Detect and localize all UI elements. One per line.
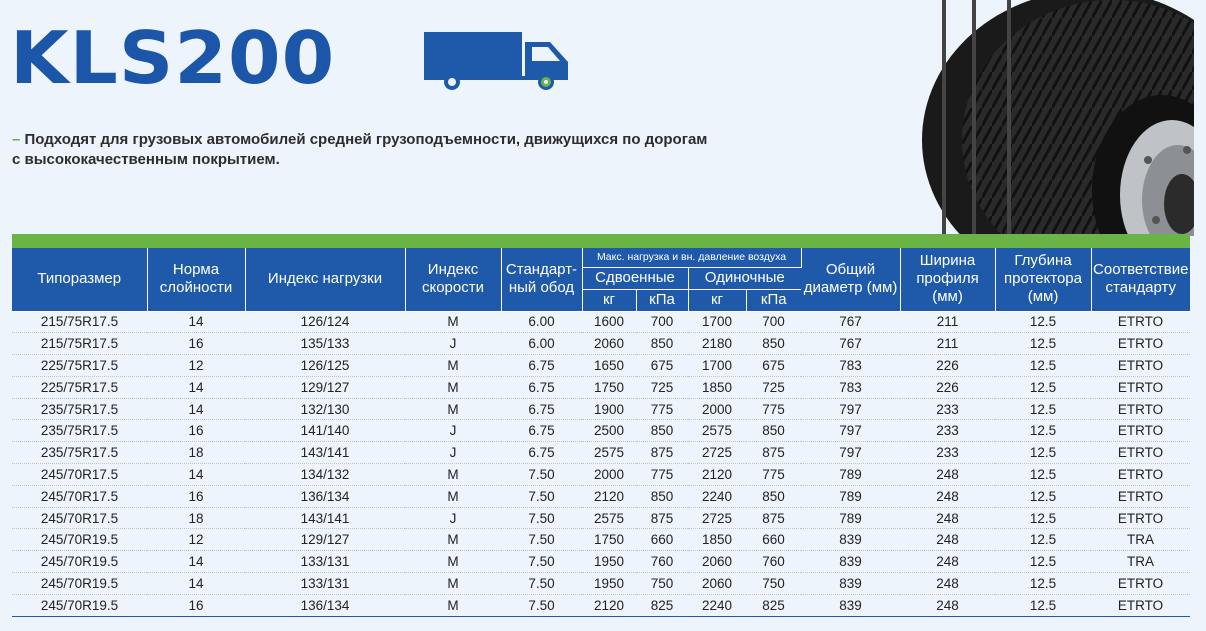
table-cell: 839 bbox=[801, 594, 900, 616]
table-cell: 2575 bbox=[582, 442, 636, 464]
table-cell: 1900 bbox=[582, 398, 636, 420]
table-row bbox=[12, 311, 1190, 333]
header-dual-kg: кг bbox=[582, 289, 636, 311]
table-cell: 248 bbox=[900, 464, 995, 486]
table-cell: 16 bbox=[147, 333, 245, 355]
table-cell: 725 bbox=[636, 376, 688, 398]
table-cell: 14 bbox=[147, 376, 245, 398]
table-cell: 14 bbox=[147, 464, 245, 486]
table-cell: 1850 bbox=[688, 376, 746, 398]
header-depth: Глубина протектора (мм) bbox=[995, 248, 1091, 311]
table-row bbox=[12, 529, 1190, 551]
table-cell: 245/70R19.5 bbox=[12, 529, 147, 551]
table-cell: 12.5 bbox=[995, 420, 1091, 442]
table-cell: 839 bbox=[801, 529, 900, 551]
table-cell: 2725 bbox=[688, 507, 746, 529]
table-cell: 875 bbox=[636, 507, 688, 529]
table-cell: 135/133 bbox=[245, 333, 405, 355]
header-load-pressure: Макс. нагрузка и вн. давление воздуха bbox=[582, 248, 801, 267]
table-cell: 850 bbox=[746, 333, 801, 355]
header-single-kpa: кПа bbox=[746, 289, 801, 311]
table-cell: M bbox=[405, 355, 501, 377]
table-row bbox=[12, 594, 1190, 616]
table-cell: 783 bbox=[801, 376, 900, 398]
table-cell: 16 bbox=[147, 485, 245, 507]
table-cell: 1750 bbox=[582, 529, 636, 551]
table-row bbox=[12, 420, 1190, 442]
table-cell: 245/70R17.5 bbox=[12, 507, 147, 529]
table-cell: ETRTO bbox=[1091, 464, 1190, 486]
table-cell: 143/141 bbox=[245, 442, 405, 464]
table-cell: 850 bbox=[746, 420, 801, 442]
table-cell: ETRTO bbox=[1091, 398, 1190, 420]
table-cell: 7.50 bbox=[501, 594, 582, 616]
table-cell: 126/125 bbox=[245, 355, 405, 377]
table-cell: 1650 bbox=[582, 355, 636, 377]
table-cell: 136/134 bbox=[245, 485, 405, 507]
table-cell: 245/70R17.5 bbox=[12, 464, 147, 486]
table-cell: 750 bbox=[746, 573, 801, 595]
table-cell: 1600 bbox=[582, 311, 636, 333]
table-cell: 12.5 bbox=[995, 485, 1091, 507]
table-cell: 143/141 bbox=[245, 507, 405, 529]
table-cell: J bbox=[405, 442, 501, 464]
table-row bbox=[12, 573, 1190, 595]
table-cell: 2120 bbox=[582, 485, 636, 507]
table-cell: 7.50 bbox=[501, 507, 582, 529]
table-cell: 2000 bbox=[582, 464, 636, 486]
table-cell: M bbox=[405, 398, 501, 420]
table-cell: 2120 bbox=[582, 594, 636, 616]
table-cell: 133/131 bbox=[245, 551, 405, 573]
table-cell: 6.75 bbox=[501, 376, 582, 398]
table-cell: 12.5 bbox=[995, 355, 1091, 377]
table-cell: 700 bbox=[746, 311, 801, 333]
header-single: Одиночные bbox=[688, 267, 801, 289]
table-cell: 235/75R17.5 bbox=[12, 420, 147, 442]
header-size: Типоразмер bbox=[12, 248, 147, 311]
table-cell: 12 bbox=[147, 529, 245, 551]
table-cell: 7.50 bbox=[501, 551, 582, 573]
table-cell: 850 bbox=[636, 333, 688, 355]
header-width: Ширина профиля (мм) bbox=[900, 248, 995, 311]
table-cell: ETRTO bbox=[1091, 485, 1190, 507]
table-cell: 16 bbox=[147, 420, 245, 442]
table-cell: 12.5 bbox=[995, 311, 1091, 333]
table-cell: 2000 bbox=[688, 398, 746, 420]
table-cell: 2725 bbox=[688, 442, 746, 464]
table-cell: 2120 bbox=[688, 464, 746, 486]
table-cell: 2575 bbox=[582, 507, 636, 529]
table-row bbox=[12, 442, 1190, 464]
table-cell: 875 bbox=[746, 442, 801, 464]
table-row bbox=[12, 398, 1190, 420]
table-cell: M bbox=[405, 311, 501, 333]
table-cell: 875 bbox=[746, 507, 801, 529]
table-cell: 248 bbox=[900, 507, 995, 529]
header-dual: Сдвоенные bbox=[582, 267, 688, 289]
table-cell: 797 bbox=[801, 398, 900, 420]
table-cell: 7.50 bbox=[501, 464, 582, 486]
table-cell: 760 bbox=[746, 551, 801, 573]
table-cell: ETRTO bbox=[1091, 376, 1190, 398]
table-cell: 248 bbox=[900, 573, 995, 595]
description bbox=[12, 130, 707, 170]
table-cell: 211 bbox=[900, 333, 995, 355]
table-cell: TRA bbox=[1091, 551, 1190, 573]
accent-bar bbox=[12, 234, 1190, 248]
table-cell: 248 bbox=[900, 594, 995, 616]
header-diameter: Общий диаметр (мм) bbox=[801, 248, 900, 311]
table-row bbox=[12, 485, 1190, 507]
table-row bbox=[12, 333, 1190, 355]
table-cell: 783 bbox=[801, 355, 900, 377]
table-cell: 6.75 bbox=[501, 398, 582, 420]
table-cell: 2060 bbox=[688, 551, 746, 573]
table-cell: 7.50 bbox=[501, 529, 582, 551]
table-cell: 775 bbox=[636, 398, 688, 420]
table-cell: TRA bbox=[1091, 529, 1190, 551]
product-title: KLS200 bbox=[10, 16, 336, 100]
table-cell: 215/75R17.5 bbox=[12, 333, 147, 355]
table-cell: 233 bbox=[900, 420, 995, 442]
table-cell: 18 bbox=[147, 442, 245, 464]
table-cell: 850 bbox=[636, 420, 688, 442]
table-cell: 235/75R17.5 bbox=[12, 398, 147, 420]
table-cell: 14 bbox=[147, 398, 245, 420]
description-dash: – bbox=[12, 131, 21, 148]
table-cell: 2060 bbox=[582, 333, 636, 355]
table-cell: M bbox=[405, 376, 501, 398]
table-cell: 7.50 bbox=[501, 485, 582, 507]
table-cell: 12.5 bbox=[995, 529, 1091, 551]
table-cell: ETRTO bbox=[1091, 333, 1190, 355]
table-cell: 1950 bbox=[582, 551, 636, 573]
table-cell: 725 bbox=[746, 376, 801, 398]
table-cell: 12 bbox=[147, 355, 245, 377]
table-cell: 141/140 bbox=[245, 420, 405, 442]
header-dual-kpa: кПа bbox=[636, 289, 688, 311]
table-row bbox=[12, 507, 1190, 529]
table-cell: 16 bbox=[147, 594, 245, 616]
table-cell: 2240 bbox=[688, 594, 746, 616]
header-ply-rating: Норма слойности bbox=[147, 248, 245, 311]
table-cell: 226 bbox=[900, 355, 995, 377]
spec-table-body bbox=[12, 311, 1190, 616]
table-cell: 12.5 bbox=[995, 551, 1091, 573]
header-load-index: Индекс нагрузки bbox=[245, 248, 405, 311]
table-cell: M bbox=[405, 551, 501, 573]
table-cell: 775 bbox=[636, 464, 688, 486]
table-cell: 767 bbox=[801, 311, 900, 333]
truck-icon bbox=[422, 28, 572, 92]
table-cell: ETRTO bbox=[1091, 355, 1190, 377]
table-cell: 12.5 bbox=[995, 507, 1091, 529]
table-cell: 789 bbox=[801, 507, 900, 529]
spec-table bbox=[12, 248, 1190, 617]
table-cell: ETRTO bbox=[1091, 420, 1190, 442]
table-cell: 12.5 bbox=[995, 442, 1091, 464]
table-cell: 211 bbox=[900, 311, 995, 333]
header-rim: Стандарт-ный обод bbox=[501, 248, 582, 311]
table-cell: 126/124 bbox=[245, 311, 405, 333]
table-cell: 1700 bbox=[688, 311, 746, 333]
description-line-1: Подходят для грузовых автомобилей средней грузоподъемности, движущихся по дорогам bbox=[24, 131, 708, 148]
table-cell: 14 bbox=[147, 311, 245, 333]
table-cell: 789 bbox=[801, 485, 900, 507]
table-cell: 129/127 bbox=[245, 376, 405, 398]
table-cell: ETRTO bbox=[1091, 594, 1190, 616]
table-cell: M bbox=[405, 594, 501, 616]
table-cell: 825 bbox=[636, 594, 688, 616]
table-cell: 789 bbox=[801, 464, 900, 486]
table-cell: 12.5 bbox=[995, 333, 1091, 355]
table-cell: 2180 bbox=[688, 333, 746, 355]
table-row bbox=[12, 355, 1190, 377]
table-cell: 12.5 bbox=[995, 594, 1091, 616]
table-cell: 675 bbox=[746, 355, 801, 377]
table-cell: 12.5 bbox=[995, 573, 1091, 595]
table-cell: 2575 bbox=[688, 420, 746, 442]
table-cell: 839 bbox=[801, 573, 900, 595]
table-cell: M bbox=[405, 464, 501, 486]
table-cell: 875 bbox=[636, 442, 688, 464]
table-cell: 775 bbox=[746, 464, 801, 486]
table-cell: 14 bbox=[147, 551, 245, 573]
table-cell: 797 bbox=[801, 442, 900, 464]
table-cell: 134/132 bbox=[245, 464, 405, 486]
table-cell: 760 bbox=[636, 551, 688, 573]
table-cell: 14 bbox=[147, 573, 245, 595]
description-line-2: с высококачественным покрытием. bbox=[12, 151, 280, 168]
table-cell: 2060 bbox=[688, 573, 746, 595]
table-cell: 7.50 bbox=[501, 573, 582, 595]
table-row bbox=[12, 376, 1190, 398]
table-cell: 1700 bbox=[688, 355, 746, 377]
table-cell: 675 bbox=[636, 355, 688, 377]
table-cell: 825 bbox=[746, 594, 801, 616]
table-cell: M bbox=[405, 485, 501, 507]
table-cell: 245/70R19.5 bbox=[12, 551, 147, 573]
table-cell: M bbox=[405, 573, 501, 595]
header-single-kg: кг bbox=[688, 289, 746, 311]
table-cell: ETRTO bbox=[1091, 507, 1190, 529]
table-cell: M bbox=[405, 529, 501, 551]
table-cell: 235/75R17.5 bbox=[12, 442, 147, 464]
table-cell: 245/70R17.5 bbox=[12, 485, 147, 507]
table-cell: 2240 bbox=[688, 485, 746, 507]
table-cell: 12.5 bbox=[995, 376, 1091, 398]
table-cell: ETRTO bbox=[1091, 573, 1190, 595]
table-cell: 839 bbox=[801, 551, 900, 573]
table-cell: 6.75 bbox=[501, 355, 582, 377]
table-cell: 226 bbox=[900, 376, 995, 398]
table-cell: ETRTO bbox=[1091, 442, 1190, 464]
table-cell: 700 bbox=[636, 311, 688, 333]
table-cell: 248 bbox=[900, 529, 995, 551]
table-row bbox=[12, 464, 1190, 486]
table-cell: J bbox=[405, 507, 501, 529]
table-cell: 12.5 bbox=[995, 464, 1091, 486]
table-cell: 775 bbox=[746, 398, 801, 420]
header-speed-index: Индекс скорости bbox=[405, 248, 501, 311]
table-cell: 248 bbox=[900, 551, 995, 573]
table-cell: 245/70R19.5 bbox=[12, 573, 147, 595]
table-cell: 129/127 bbox=[245, 529, 405, 551]
table-cell: 133/131 bbox=[245, 573, 405, 595]
table-cell: ETRTO bbox=[1091, 311, 1190, 333]
table-cell: 18 bbox=[147, 507, 245, 529]
table-cell: 6.75 bbox=[501, 420, 582, 442]
table-cell: 245/70R19.5 bbox=[12, 594, 147, 616]
table-cell: 6.00 bbox=[501, 311, 582, 333]
table-cell: 797 bbox=[801, 420, 900, 442]
table-cell: 1950 bbox=[582, 573, 636, 595]
table-cell: 6.75 bbox=[501, 442, 582, 464]
table-cell: J bbox=[405, 333, 501, 355]
table-cell: J bbox=[405, 420, 501, 442]
table-cell: 136/134 bbox=[245, 594, 405, 616]
table-cell: 12.5 bbox=[995, 398, 1091, 420]
table-cell: 225/75R17.5 bbox=[12, 376, 147, 398]
table-cell: 233 bbox=[900, 398, 995, 420]
header-standard: Соответствие стандарту bbox=[1091, 248, 1190, 311]
table-cell: 225/75R17.5 bbox=[12, 355, 147, 377]
table-cell: 660 bbox=[636, 529, 688, 551]
table-cell: 1750 bbox=[582, 376, 636, 398]
table-cell: 850 bbox=[746, 485, 801, 507]
table-cell: 132/130 bbox=[245, 398, 405, 420]
table-cell: 850 bbox=[636, 485, 688, 507]
table-cell: 233 bbox=[900, 442, 995, 464]
table-cell: 2500 bbox=[582, 420, 636, 442]
table-cell: 215/75R17.5 bbox=[12, 311, 147, 333]
table-cell: 6.00 bbox=[501, 333, 582, 355]
table-cell: 248 bbox=[900, 485, 995, 507]
table-cell: 767 bbox=[801, 333, 900, 355]
table-cell: 1850 bbox=[688, 529, 746, 551]
table-cell: 660 bbox=[746, 529, 801, 551]
table-cell: 750 bbox=[636, 573, 688, 595]
table-row bbox=[12, 551, 1190, 573]
tire-image bbox=[912, 0, 1194, 236]
